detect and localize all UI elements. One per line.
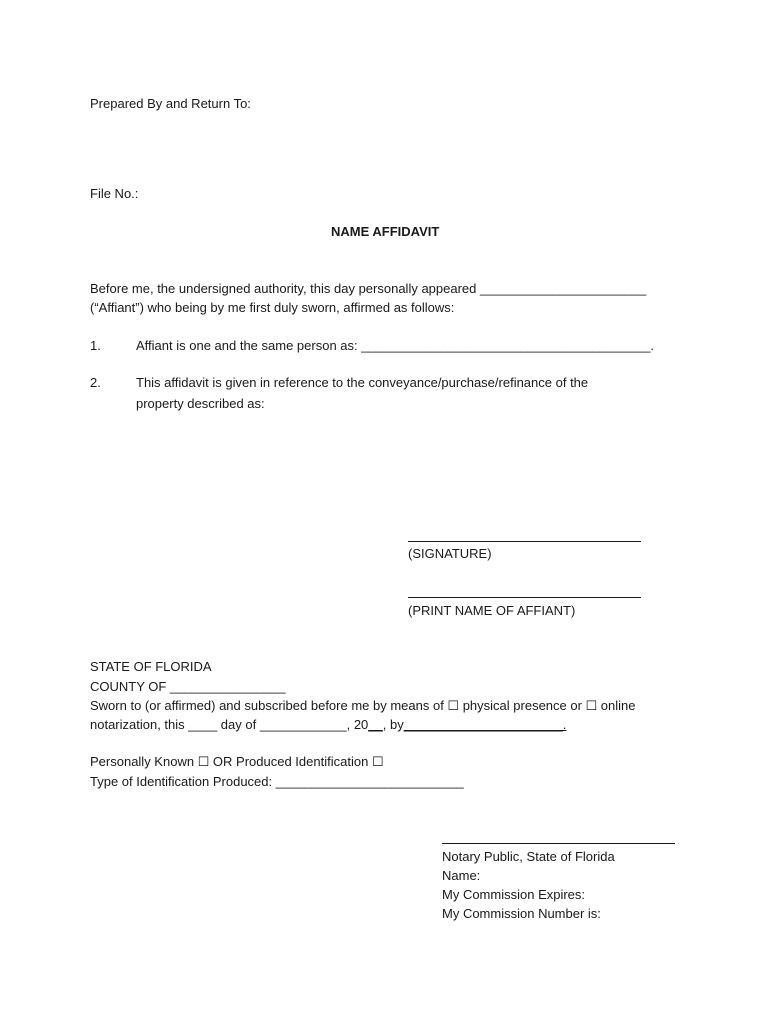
- signature-label: (SIGNATURE): [408, 546, 492, 561]
- item-text-1: Affiant is one and the same person as: ________________________________________.: [136, 338, 655, 353]
- item-text-2-line-2: property described as:: [136, 396, 265, 411]
- sworn-year-blank: __: [368, 717, 383, 732]
- document-title: NAME AFFIDAVIT: [331, 224, 440, 239]
- sworn-line-2: [90, 717, 566, 733]
- sworn-line-2-prefix: notarization, this ____ day of ____________, 20: [90, 717, 369, 732]
- sworn-name-blank: ______________________.: [403, 717, 567, 732]
- notary-name-label: Name:: [442, 868, 481, 883]
- file-no-label: File No.:: [90, 186, 139, 201]
- print-name-label: (PRINT NAME OF AFFIANT): [408, 603, 576, 618]
- sworn-line-1: Sworn to (or affirmed) and subscribed before me by means of ☐ physical presence or ☐ online: [90, 698, 636, 713]
- identification-line: Personally Known ☐ OR Produced Identification ☐: [90, 754, 384, 769]
- signature-line: [408, 541, 641, 542]
- county-label: COUNTY OF ________________: [90, 679, 286, 694]
- intro-line-1: Before me, the undersigned authority, this day personally appeared _______________________: [90, 281, 647, 296]
- prepared-by-label: Prepared By and Return To:: [90, 96, 251, 111]
- commission-number-label: My Commission Number is:: [442, 906, 601, 921]
- item-number-1: 1.: [90, 338, 101, 353]
- intro-line-2: (“Affiant”) who being by me first duly sworn, affirmed as follows:: [90, 300, 455, 315]
- id-type-line: Type of Identification Produced: __________________________: [90, 774, 464, 789]
- notary-title: Notary Public, State of Florida: [442, 849, 615, 864]
- item-text-2-line-1: This affidavit is given in reference to the conveyance/purchase/refinance of the: [136, 375, 589, 390]
- print-name-line: [408, 597, 641, 598]
- notary-signature-line: [442, 843, 675, 844]
- state-label: STATE OF FLORIDA: [90, 659, 212, 674]
- item-number-2: 2.: [90, 375, 101, 390]
- sworn-by-text: , by: [382, 717, 404, 732]
- commission-expires-label: My Commission Expires:: [442, 887, 586, 902]
